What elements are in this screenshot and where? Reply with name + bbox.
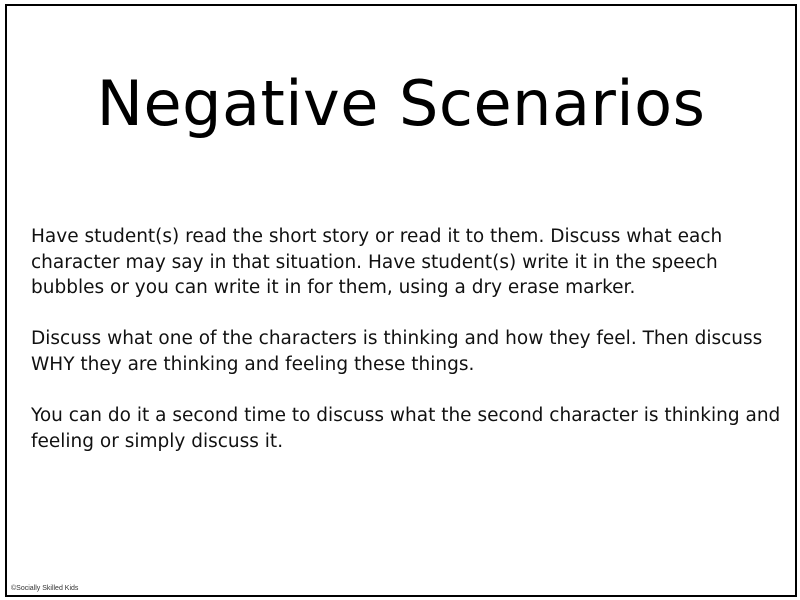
copyright-footer: ©Socially Skilled Kids	[11, 585, 79, 592]
slide-title: Negative Scenarios	[96, 67, 706, 140]
instruction-paragraph-1: Have student(s) read the short story or read it to them. Discuss what each character may say in that situation. Have student(s) write it in the speech bubbles or you can write it in for them, using a dry erase marker.	[31, 226, 723, 299]
slide-frame	[5, 4, 797, 597]
instruction-paragraph-2: Discuss what one of the characters is thinking and how they feel. Then discuss WHY they are thinking and feeling these things.	[31, 328, 763, 375]
instructions-body	[31, 224, 781, 480]
instruction-paragraph-3: You can do it a second time to discuss what the second character is thinking and feeling or simply discuss it.	[31, 405, 781, 452]
